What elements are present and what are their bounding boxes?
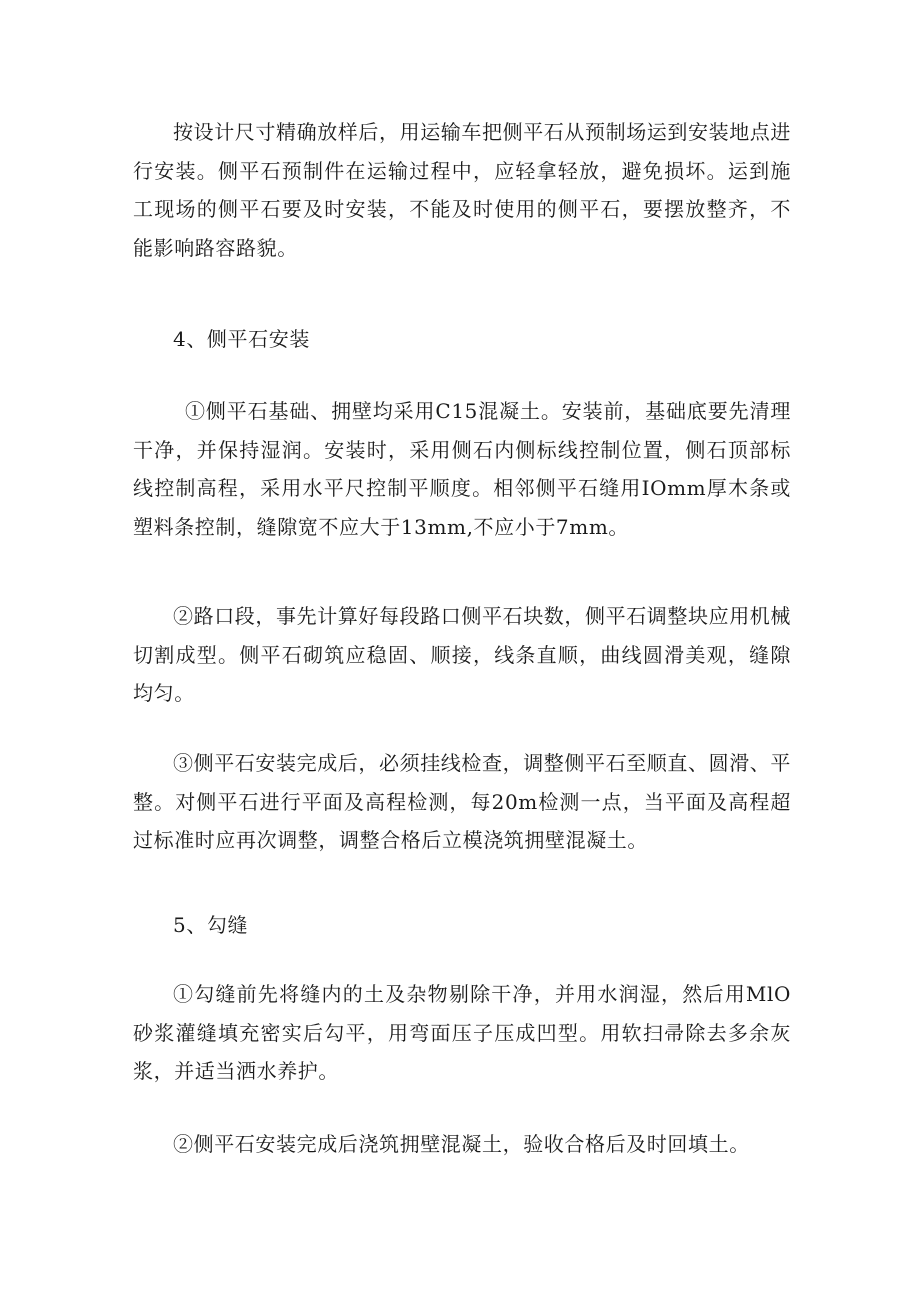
section-heading-4: 4、侧平石安装 [173,327,310,351]
paragraph-inspection: ③侧平石安装完成后，必须挂线检查，调整侧平石至顺直、圆滑、平整。对侧平石进行平面及高程检测，每20m检测一点，当平面及高程超过标准时应再次调整，调整合格后立模浇筑拥壁混凝土。 [133,751,791,852]
paragraph-backfill: ②侧平石安装完成后浇筑拥壁混凝土，验收合格后及时回填土。 [173,1132,750,1156]
paragraph-intersection: ②路口段，事先计算好每段路口侧平石块数，侧平石调整块应用机械切割成型。侧平石砌筑应稳固、顺接，线条直顺，曲线圆滑美观，缝隙均匀。 [133,604,791,705]
paragraph-transport: 按设计尺寸精确放样后，用运输车把侧平石从预制场运到安装地点进行安装。侧平石预制件在运输过程中，应轻拿轻放，避免损坏。运到施工现场的侧平石要及时安装，不能及时使用的侧平石，要摆放整齐，不能影响路容路貌。 [133,120,791,260]
section-heading-5: 5、勾缝 [173,913,249,937]
paragraph-foundation: ①侧平石基础、拥壁均采用C15混凝土。安装前，基础底要先清理干净，并保持湿润。安装时，采用侧石内侧标线控制位置，侧石顶部标线控制高程，采用水平尺控制平顺度。相邻侧平石缝用IOmm厚木条或塑料条控制，缝隙宽不应大于13mm,不应小于7mm。 [133,399,791,539]
paragraph-joint-pointing: ①勾缝前先将缝内的土及杂物剔除干净，并用水润湿，然后用MlO砂浆灌缝填充密实后勾平，用弯面压子压成凹型。用软扫帚除去多余灰浆，并适当洒水养护。 [133,982,791,1083]
